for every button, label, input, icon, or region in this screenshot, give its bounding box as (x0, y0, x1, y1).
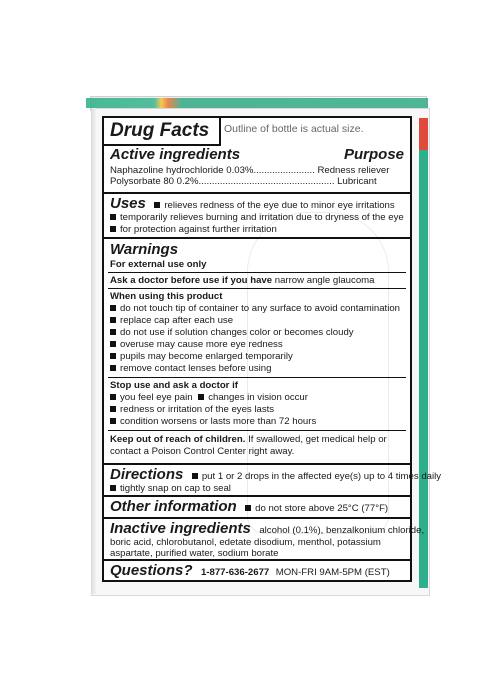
bullet-icon (110, 353, 116, 359)
bullet-icon (245, 505, 251, 511)
uses-item: for protection against further irritation (120, 224, 277, 235)
drug-facts-header (104, 118, 410, 144)
keep-out-row-2: contact a Poison Control Center right away. (110, 446, 295, 457)
inactive-line-2: boric acid, chlorobutanol, edetate disodium, menthol, potassium (110, 537, 381, 548)
keep-out-row: Keep out of reach of children. If swallowed, get medical help or (110, 434, 387, 445)
active-ingredients-section (104, 144, 410, 190)
active-ingredient-row: Polysorbate 80 0.2%................................................... Lubricant (110, 176, 377, 187)
uses-heading: Uses (110, 195, 146, 212)
directions-item: put 1 or 2 drops in the affected eye(s) up to 4 times daily (201, 471, 442, 482)
bullet-icon (198, 394, 204, 400)
warning-item: pupils may become enlarged temporarily (110, 351, 293, 363)
uses-row (110, 195, 395, 213)
external-use-note: For external use only (110, 259, 207, 270)
drug-facts-title: Drug Facts (104, 118, 221, 146)
bullet-icon (110, 317, 116, 323)
ask-doctor-row: Ask a doctor before use if you have narrow angle glaucoma (110, 275, 375, 286)
active-ingredients-heading: Active ingredients (110, 146, 241, 163)
bullet-icon (110, 305, 116, 311)
warning-item: remove contact lenses before using (110, 363, 271, 375)
phone-number: 1-877-636-2677 (200, 567, 270, 578)
divider (108, 272, 406, 273)
questions-heading: Questions? (110, 562, 193, 579)
other-info-heading: Other information (110, 498, 237, 515)
divider (108, 288, 406, 289)
stop-use-item: redness or irritation of the eyes lasts (110, 404, 274, 416)
directions-section (104, 463, 442, 495)
inactive-ingredients-section (104, 517, 425, 559)
bullet-icon (110, 214, 116, 220)
divider (108, 377, 406, 378)
other-info-section (104, 495, 410, 517)
bullet-icon (110, 226, 116, 232)
bullet-icon (110, 365, 116, 371)
warning-item: overuse may cause more eye redness (110, 339, 283, 351)
stop-use-item: condition worsens or lasts more than 72 hours (110, 416, 316, 428)
carton-left-edge (91, 108, 96, 594)
directions-item-row (110, 483, 231, 495)
divider (108, 430, 406, 431)
bullet-icon (110, 485, 116, 491)
hours-text: MON-FRI 9AM-5PM (EST) (275, 567, 390, 578)
inactive-line-3: aspartate, purified water, sodium borate (110, 548, 279, 559)
uses-item-row (110, 224, 277, 236)
warnings-section (104, 237, 410, 463)
uses-item: relieves redness of the eye due to minor eye irritations (164, 200, 395, 211)
uses-item-row (110, 212, 404, 224)
bullet-icon (110, 418, 116, 424)
directions-heading: Directions (110, 466, 184, 483)
when-using-heading: When using this product (110, 291, 223, 302)
drug-facts-panel (102, 116, 442, 582)
inactive-heading: Inactive ingredients (110, 520, 251, 537)
inactive-row (110, 520, 424, 538)
bullet-icon (110, 406, 116, 412)
questions-section (104, 559, 410, 580)
directions-row (110, 466, 441, 484)
warning-item: replace cap after each use (110, 315, 233, 327)
bullet-icon (154, 202, 160, 208)
outline-note: Outline of bottle is actual size. (224, 123, 364, 135)
warning-item: do not use if solution changes color or becomes cloudy (110, 327, 354, 339)
other-info-row (110, 498, 388, 516)
bullet-icon (110, 394, 116, 400)
stop-use-heading: Stop use and ask a doctor if (110, 380, 238, 391)
stop-use-item: you feel eye pain changes in vision occur (110, 392, 308, 404)
bullet-icon (110, 329, 116, 335)
warning-item: do not touch tip of container to any surface to avoid contamination (110, 303, 400, 315)
carton-side-stripe (419, 118, 428, 588)
active-ingredient-row: Naphazoline hydrochloride 0.03%....................... Redness reliever (110, 165, 390, 176)
other-info-text: do not store above 25°C (77°F) (255, 503, 389, 514)
purpose-heading: Purpose (343, 146, 404, 163)
directions-item: tightly snap on cap to seal (120, 483, 231, 494)
questions-row (110, 562, 390, 580)
uses-section (104, 192, 410, 236)
warnings-heading: Warnings (110, 241, 179, 258)
bullet-icon (192, 473, 198, 479)
bullet-icon (110, 341, 116, 347)
uses-item: temporarily relieves burning and irritation due to dryness of the eye (120, 212, 404, 223)
carton-color-stripe (86, 98, 428, 108)
inactive-line-1: alcohol (0.1%), benzalkonium chloride, (259, 525, 425, 536)
